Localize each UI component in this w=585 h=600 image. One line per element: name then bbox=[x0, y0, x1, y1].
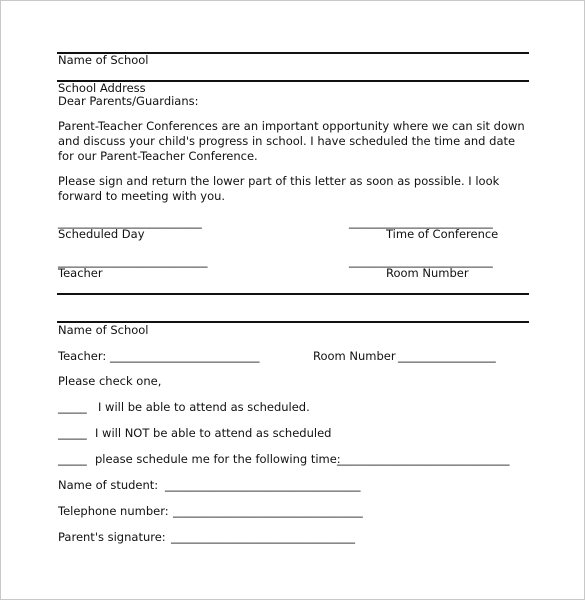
slip-room-blank: _________________ bbox=[398, 349, 496, 363]
slip-school-name-label: Name of School bbox=[58, 323, 149, 337]
telephone-label: Telephone number: bbox=[58, 504, 169, 518]
slip-room-label: Room Number bbox=[313, 349, 396, 363]
signature-blank: ________________________________ bbox=[171, 530, 355, 544]
conference-time-label: Time of Conference bbox=[386, 227, 499, 241]
school-name-label: Name of School bbox=[58, 53, 149, 67]
room-number-line: _________________________ bbox=[349, 254, 493, 268]
check-instruction: Please check one, bbox=[58, 374, 162, 388]
option-2-checkbox: _____ bbox=[58, 426, 87, 440]
signature-label: Parent's signature: bbox=[58, 530, 166, 544]
telephone-blank: _________________________________ bbox=[173, 504, 363, 518]
scheduled-day-line: _________________________ bbox=[58, 215, 202, 229]
letter-paragraph-1: Parent-Teacher Conferences are an important opportunity where we can sit down and discuss your child's progress in school. I have scheduled the time and date for our Parent-Teacher Conference. bbox=[58, 119, 525, 163]
teacher-line: __________________________ bbox=[58, 254, 208, 268]
option-1-text: I will be able to attend as scheduled. bbox=[98, 400, 310, 414]
slip-teacher-label: Teacher: bbox=[58, 349, 107, 363]
scheduled-day-label: Scheduled Day bbox=[58, 227, 145, 241]
option-3-checkbox: _____ bbox=[58, 452, 87, 466]
letter-paragraph-2: Please sign and return the lower part of this letter as soon as possible. I look forward to meeting with you. bbox=[58, 174, 500, 203]
room-number-label: Room Number bbox=[386, 266, 469, 280]
slip-teacher-blank: __________________________ bbox=[110, 349, 260, 363]
option-3-text: please schedule me for the following time: bbox=[95, 452, 341, 466]
school-address-label: School Address bbox=[58, 81, 146, 95]
option-1-checkbox: _____ bbox=[58, 400, 87, 414]
greeting: Dear Parents/Guardians: bbox=[58, 94, 199, 108]
section-divider-rule-1 bbox=[57, 293, 529, 295]
option-2-text: I will NOT be able to attend as scheduled bbox=[95, 426, 332, 440]
student-name-label: Name of student: bbox=[58, 478, 159, 492]
teacher-label: Teacher bbox=[58, 266, 103, 280]
student-name-blank: __________________________________ bbox=[165, 478, 361, 492]
option-3-time-blank: ______________________________ bbox=[337, 452, 510, 466]
conference-time-line: _________________________ bbox=[349, 215, 493, 229]
